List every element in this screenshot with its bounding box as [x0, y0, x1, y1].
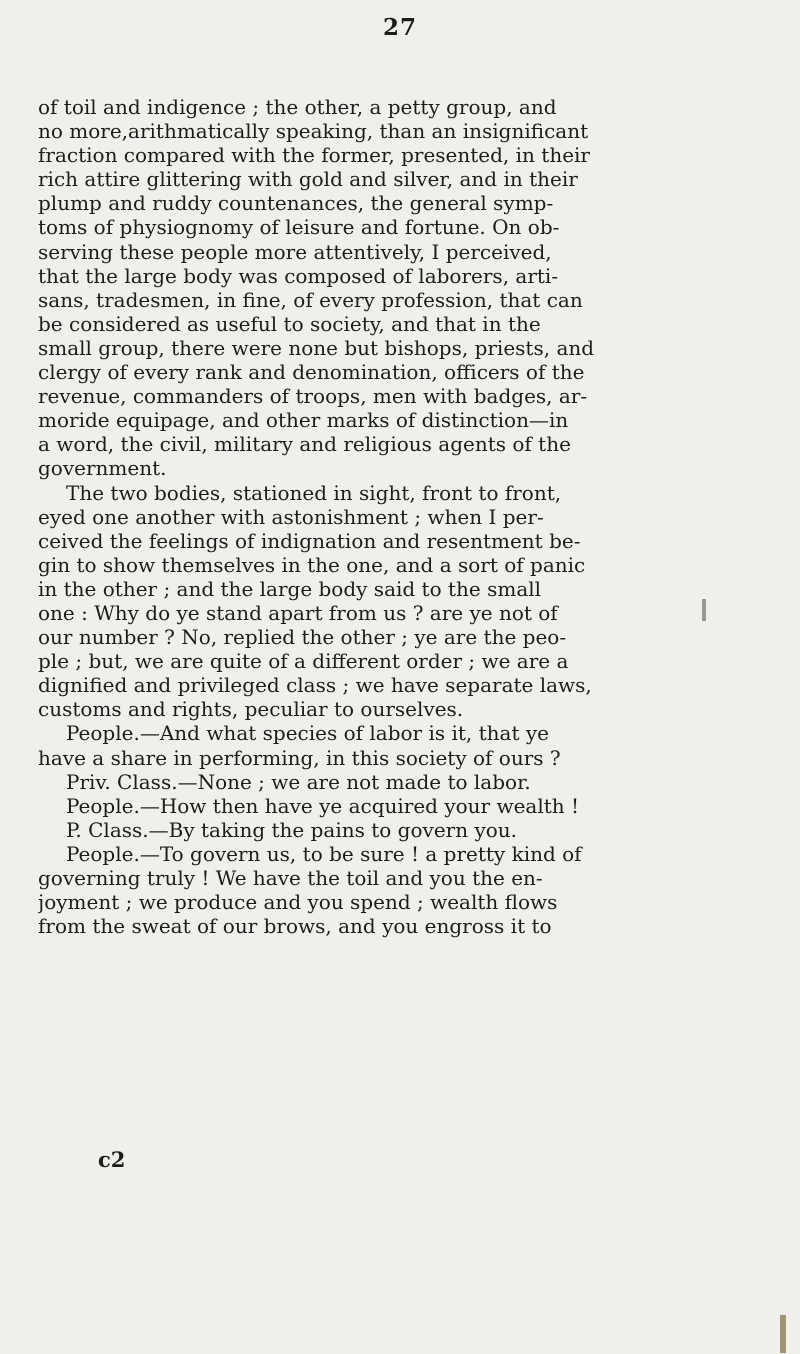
text-line: have a share in performing, in this society of ours ? — [38, 745, 561, 770]
text-line: The two bodies, stationed in sight, front to front, — [66, 480, 562, 505]
page-number: 27 — [382, 14, 417, 41]
text-line: P. Class.—By taking the pains to govern you. — [66, 817, 518, 842]
text-line: from the sweat of our brows, and you engross it to — [38, 914, 552, 939]
text-line: moride equipage, and other marks of distinction—in — [38, 408, 569, 433]
text-line: dignified and privileged class ; we have separate laws, — [38, 673, 592, 698]
text-line: People.—To govern us, to be sure ! a pretty kind of — [66, 841, 582, 866]
body-text — [38, 95, 668, 938]
text-line: serving these people more attentively, I perceived, — [38, 239, 552, 264]
text-line: that the large body was composed of laborers, arti- — [38, 263, 559, 288]
text-line: joyment ; we produce and you spend ; wealth flows — [38, 890, 558, 915]
text-line: People.—And what species of labor is it, that ye — [66, 721, 550, 746]
text-line: be considered as useful to society, and that in the — [38, 311, 541, 336]
margin-mark — [702, 599, 706, 621]
text-line: plump and ruddy countenances, the general symp- — [38, 191, 554, 216]
text-line: clergy of every rank and denomination, officers of the — [38, 360, 585, 385]
text-line: in the other ; and the large body said to the small — [38, 576, 542, 601]
text-line: People.—How then have ye acquired your wealth ! — [66, 793, 580, 818]
page-edge-mark — [780, 1315, 786, 1353]
signature-mark: c2 — [98, 1147, 126, 1172]
text-line: a word, the civil, military and religious agents of the — [38, 432, 571, 457]
text-line: Priv. Class.—None ; we are not made to labor. — [66, 769, 531, 794]
text-line: rich attire glittering with gold and silver, and in their — [38, 167, 578, 192]
text-line: toms of physiognomy of leisure and fortune. On ob- — [38, 215, 560, 240]
text-line: government. — [38, 456, 167, 481]
text-line: revenue, commanders of troops, men with badges, ar- — [38, 384, 588, 409]
text-line: eyed one another with astonishment ; when I per- — [38, 504, 544, 529]
text-line: governing truly ! We have the toil and you the en- — [38, 866, 543, 890]
text-line: sans, tradesmen, in fine, of every profession, that can — [38, 287, 583, 312]
text-line: one : Why do ye stand apart from us ? are ye not of — [38, 600, 558, 625]
text-line: gin to show themselves in the one, and a sort of panic — [38, 552, 586, 577]
text-line: of toil and indigence ; the other, a petty group, and — [38, 95, 557, 119]
text-line: customs and rights, peculiar to ourselves. — [38, 697, 464, 722]
text-line: ceived the feelings of indignation and resentment be- — [38, 528, 581, 553]
text-line: fraction compared with the former, presented, in their — [38, 143, 590, 168]
text-line: small group, there were none but bishops, priests, and — [38, 335, 595, 360]
text-line: no more,arithmatically speaking, than an insignificant — [38, 119, 589, 144]
text-line: ple ; but, we are quite of a different order ; we are a — [38, 649, 569, 674]
text-line: our number ? No, replied the other ; ye are the peo- — [38, 625, 567, 650]
